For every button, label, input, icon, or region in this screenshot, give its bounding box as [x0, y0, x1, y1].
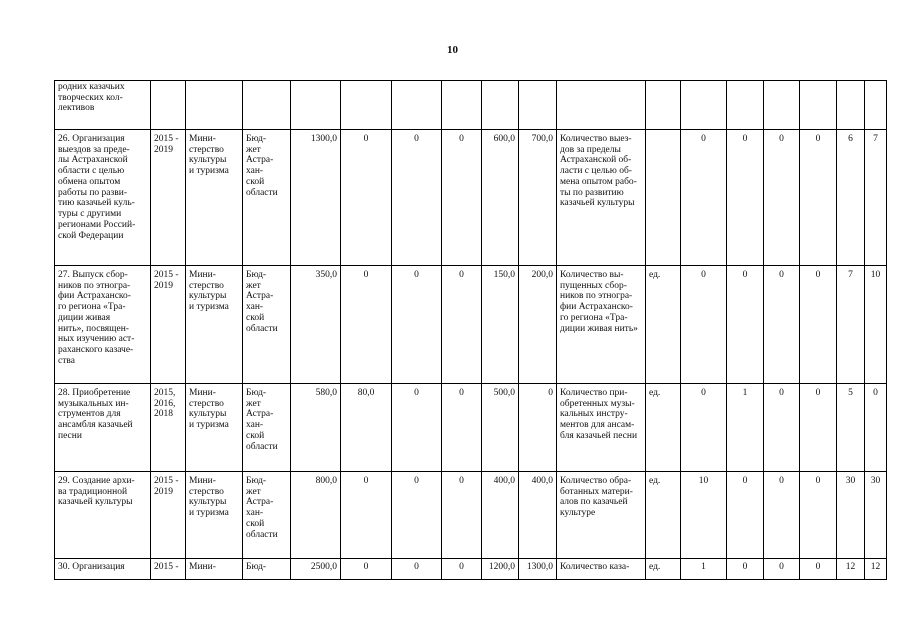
total-amount-cell: 580,0	[291, 384, 341, 472]
years-cell: 2015, 2016, 2018	[151, 384, 186, 472]
activity-name-cell: 27. Выпуск сбор- ников по этногра- фии Астраханско- го региона «Тра- диции живая нить», посвящен- ных изучению аст- раханского казаче- ства	[55, 266, 151, 384]
year4-amount-cell: 600,0	[482, 130, 519, 266]
year5-amount-cell: 400,0	[519, 472, 557, 559]
indicator-year4-cell	[837, 81, 865, 130]
year3-amount-cell: 0	[442, 559, 482, 580]
indicator-year5-cell: 10	[865, 266, 887, 384]
year1-amount-cell: 0	[341, 266, 392, 384]
indicator-year3-cell: 0	[800, 559, 837, 580]
year1-amount-cell: 0	[341, 130, 392, 266]
executor-cell: Мини- стерство культуры и туризма	[186, 130, 243, 266]
table-row	[55, 559, 887, 580]
indicator-cell: Количество каза-	[557, 559, 646, 580]
funding-source-cell: Бюд- жет Астра- хан- ской области	[243, 266, 291, 384]
year5-amount-cell	[519, 81, 557, 130]
indicator-year3-cell	[800, 81, 837, 130]
indicator-year5-cell	[865, 81, 887, 130]
table-row	[55, 81, 887, 130]
executor-cell: Мини-	[186, 559, 243, 580]
page-number: 10	[447, 44, 458, 56]
indicator-year2-cell: 0	[764, 266, 800, 384]
funding-source-cell	[243, 81, 291, 130]
activity-name-cell: 29. Создание архи- ва традиционной казачьей культуры	[55, 472, 151, 559]
indicator-cell: Количество вы- пущенных сбор- ников по этногра- фии Астраханско- го региона «Тра- диции живая нить»	[557, 266, 646, 384]
years-cell	[151, 81, 186, 130]
indicator-year2-cell	[764, 81, 800, 130]
indicator-cell: Количество обра- ботанных матери- алов по казачьей культуре	[557, 472, 646, 559]
years-cell: 2015 - 2019	[151, 472, 186, 559]
indicator-year4-cell: 12	[837, 559, 865, 580]
table-row	[55, 130, 887, 266]
indicator-cell: Количество выез- дов за пределы Астраханской об- ласти с целью об- мена опытом рабо- ты по развитию казачьей культуры	[557, 130, 646, 266]
indicator-base-cell: 1	[681, 559, 727, 580]
executor-cell: Мини- стерство культуры и туризма	[186, 384, 243, 472]
indicator-year1-cell: 0	[727, 472, 764, 559]
activity-name-cell: 28. Приобретение музыкальных ин- струментов для ансамбля казачьей песни	[55, 384, 151, 472]
year2-amount-cell: 0	[392, 559, 442, 580]
year3-amount-cell: 0	[442, 472, 482, 559]
year1-amount-cell: 0	[341, 559, 392, 580]
indicator-year4-cell: 30	[837, 472, 865, 559]
indicator-year2-cell: 0	[764, 384, 800, 472]
unit-cell: ед.	[646, 559, 681, 580]
indicator-cell	[557, 81, 646, 130]
year2-amount-cell: 0	[392, 130, 442, 266]
indicator-year1-cell: 0	[727, 266, 764, 384]
year3-amount-cell: 0	[442, 130, 482, 266]
indicator-base-cell	[681, 81, 727, 130]
unit-cell: ед.	[646, 384, 681, 472]
year5-amount-cell: 200,0	[519, 266, 557, 384]
year1-amount-cell	[341, 81, 392, 130]
year1-amount-cell: 80,0	[341, 384, 392, 472]
table-row	[55, 472, 887, 559]
activity-name-cell: 30. Организация	[55, 559, 151, 580]
unit-cell	[646, 130, 681, 266]
total-amount-cell	[291, 81, 341, 130]
indicator-year5-cell: 7	[865, 130, 887, 266]
year1-amount-cell: 0	[341, 472, 392, 559]
indicator-year3-cell: 0	[800, 472, 837, 559]
total-amount-cell: 2500,0	[291, 559, 341, 580]
indicator-base-cell: 0	[681, 130, 727, 266]
indicator-year1-cell: 0	[727, 559, 764, 580]
indicator-base-cell: 0	[681, 266, 727, 384]
table-row	[55, 384, 887, 472]
year2-amount-cell: 0	[392, 472, 442, 559]
indicator-year1-cell	[727, 81, 764, 130]
years-cell: 2015 -	[151, 559, 186, 580]
funding-source-cell: Бюд-	[243, 559, 291, 580]
indicator-year4-cell: 7	[837, 266, 865, 384]
funding-source-cell: Бюд- жет Астра- хан- ской области	[243, 384, 291, 472]
funding-source-cell: Бюд- жет Астра- хан- ской области	[243, 130, 291, 266]
indicator-year4-cell: 6	[837, 130, 865, 266]
year5-amount-cell: 700,0	[519, 130, 557, 266]
table-row	[55, 266, 887, 384]
indicator-year3-cell: 0	[800, 266, 837, 384]
indicator-year2-cell: 0	[764, 472, 800, 559]
year2-amount-cell: 0	[392, 384, 442, 472]
year5-amount-cell: 1300,0	[519, 559, 557, 580]
unit-cell	[646, 81, 681, 130]
indicator-year3-cell: 0	[800, 130, 837, 266]
indicator-year2-cell: 0	[764, 559, 800, 580]
year4-amount-cell: 150,0	[482, 266, 519, 384]
indicator-year5-cell: 30	[865, 472, 887, 559]
executor-cell	[186, 81, 243, 130]
indicator-year3-cell: 0	[800, 384, 837, 472]
year4-amount-cell: 500,0	[482, 384, 519, 472]
unit-cell: ед.	[646, 472, 681, 559]
program-activities-table	[54, 80, 887, 580]
years-cell: 2015 - 2019	[151, 266, 186, 384]
indicator-year4-cell: 5	[837, 384, 865, 472]
unit-cell: ед.	[646, 266, 681, 384]
year3-amount-cell: 0	[442, 266, 482, 384]
funding-source-cell: Бюд- жет Астра- хан- ской области	[243, 472, 291, 559]
total-amount-cell: 1300,0	[291, 130, 341, 266]
activity-name-cell: родних казачьих творческих кол- лективов	[55, 81, 151, 130]
total-amount-cell: 800,0	[291, 472, 341, 559]
year4-amount-cell: 1200,0	[482, 559, 519, 580]
year3-amount-cell	[442, 81, 482, 130]
indicator-year2-cell: 0	[764, 130, 800, 266]
executor-cell: Мини- стерство культуры и туризма	[186, 266, 243, 384]
year2-amount-cell	[392, 81, 442, 130]
indicator-year1-cell: 0	[727, 130, 764, 266]
year2-amount-cell: 0	[392, 266, 442, 384]
total-amount-cell: 350,0	[291, 266, 341, 384]
indicator-cell: Количество при- обретенных музы- кальных инстру- ментов для ансам- бля казачьей песни	[557, 384, 646, 472]
year3-amount-cell: 0	[442, 384, 482, 472]
indicator-base-cell: 10	[681, 472, 727, 559]
indicator-year5-cell: 12	[865, 559, 887, 580]
years-cell: 2015 - 2019	[151, 130, 186, 266]
year5-amount-cell: 0	[519, 384, 557, 472]
year4-amount-cell	[482, 81, 519, 130]
activity-name-cell: 26. Организация выездов за преде- лы Астраханской области с целью обмена опытом работы по разви- тию казачьей куль- туры с другими регионами Россий- ской Федерации	[55, 130, 151, 266]
year4-amount-cell: 400,0	[482, 472, 519, 559]
indicator-year5-cell: 0	[865, 384, 887, 472]
executor-cell: Мини- стерство культуры и туризма	[186, 472, 243, 559]
indicator-year1-cell: 1	[727, 384, 764, 472]
indicator-base-cell: 0	[681, 384, 727, 472]
